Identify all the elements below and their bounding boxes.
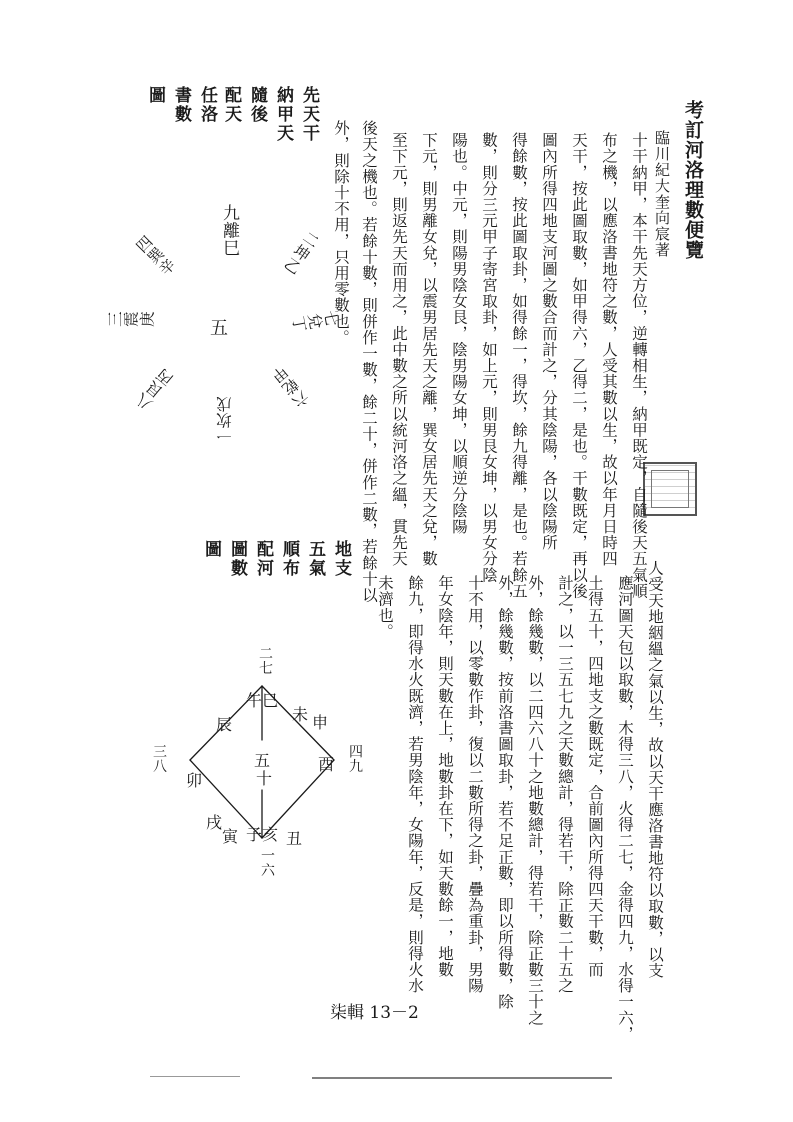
figure2-title-col: 順布 [279, 540, 299, 578]
figure2-label-top-inner: 午巳 [246, 691, 279, 710]
figure2-title-col: 五氣 [305, 540, 325, 578]
figure2-label-bottom-inner: 子亥 [246, 825, 279, 844]
figure1-label-ne: 二坤乙 [279, 227, 323, 278]
figure2-label-left: 三八 [151, 744, 167, 774]
section2-line: 十不用，以零數作卦，復以二數所得之卦，疊為重卦，男陽 [466, 575, 484, 994]
figure1-label-se: 六乾甲 [268, 361, 314, 411]
figure1-title-col: 先天干 [299, 86, 319, 143]
figure2-center-bottom: 十 [256, 769, 273, 788]
figure2-title-col: 配河 [253, 540, 273, 578]
scan-artifact-line [312, 1077, 612, 1079]
section2-line: 餘九，即得水火既濟，若男陰年，女陽年，反是，則得火水 [406, 575, 424, 994]
figure2-title-col: 圖 [201, 540, 221, 559]
section1-line: 陽也。中元，則陽男陰女艮，陰男陽女坤，以順逆分陰陽 [450, 132, 468, 535]
figure1-title-col: 圖 [145, 86, 165, 105]
figure2-label-top: 二七 [257, 646, 273, 676]
section1-line: 得餘數，按此圖取卦，如得餘一，得坎，餘九得離，是也。若餘五 [510, 132, 528, 599]
figure2-corner-w2: 戌 [206, 813, 223, 832]
figure1-label-nw: 四巽辛 [131, 232, 179, 280]
section2-line: 人受天地絪縕之氣以生，故以天干應洛書地符以取數，以支 [646, 560, 664, 979]
figure2-corner-ne: 未 [292, 705, 309, 724]
section2-line: 未濟也。 [376, 575, 394, 640]
figure1-label-sw: 八艮丙 [132, 365, 178, 415]
figure2-label-left-inner: 卯 [186, 771, 203, 790]
figure1-center: 五 [210, 318, 228, 339]
article-title: 考訂河洛理數便覽 [682, 100, 704, 260]
figure1-label-west: 三震庚 [106, 311, 156, 330]
figure2-corner-e2: 申 [312, 713, 329, 732]
section1-line: 至下元，則返先天而用之，此中數之所以統河洛之縕，貫先天 [390, 132, 408, 567]
figure1-title-col: 任洛 [197, 86, 217, 124]
section1-line: 數，則分三元甲子寄宮取卦，如上元，則男艮女坤，以男女分陰 [480, 132, 498, 583]
section1-line: 天干，按此圖取數，如甲得六，乙得二，是也。干數既定，再以後 [570, 132, 588, 599]
section2-line: 外，餘幾數，以二四六八十之地數總計，得若干，除正數三十之 [526, 575, 544, 1026]
figure2-center-top: 五 [254, 751, 271, 770]
figure2-label-bottom: 一六 [259, 848, 275, 878]
section1-line: 圖內所得四地支河圖之數合而計之，分其陰陽，各以陰陽所 [540, 132, 558, 551]
section1-line: 外，則除十不用，只用零數也。 [332, 120, 350, 346]
scan-artifact-line [150, 1076, 240, 1077]
figure2-label-right-inner: 酉 [318, 755, 335, 774]
section1-line: 十干納甲，本干先天方位，逆轉相生，納甲既定，自隨後天五氣順 [630, 132, 648, 599]
figure1-label-south: 一坎戊 [216, 396, 234, 445]
figure2-corner-sw: 寅 [222, 827, 239, 846]
section2-line: 土得五十，四地支之數既定，合前圖內所得四天干數，而 [586, 575, 604, 978]
figure2-title-col: 圖數 [227, 540, 247, 578]
page-number: 柒輯 13－2 [330, 1003, 419, 1023]
section1-line: 下元，則男離女兌，以震男居先天之離，巽女居先天之兌，數 [420, 132, 438, 567]
figure1-label-east: 七兌丁 [289, 307, 341, 334]
section2-line: 應河圖天包以取數，木得三八，火得二七，金得四九，水得一六， [616, 575, 634, 1042]
figure2-corner-nw: 辰 [216, 715, 233, 734]
figure2-title-col: 地支 [331, 540, 351, 578]
figure2-corner-se: 丑 [286, 829, 303, 848]
figure1-title-col: 書數 [171, 86, 191, 124]
section1-line: 布之機，以應洛書地符之數，人受其數以生，故以年月日時四 [600, 132, 618, 567]
section2-line: 計之，以一三五七九之天數總計，得若干，除正數二十五之 [556, 575, 574, 994]
article-author: 臨川紀大奎向宸著 [653, 130, 671, 258]
figure2-label-right: 四九 [347, 744, 363, 774]
section2-line: 外，餘幾數，按前洛書圖取卦，若不足正數，即以所得數，除 [496, 575, 514, 1010]
figure1-label-north: 九離巳 [219, 204, 239, 257]
figure1-title-col: 配天 [221, 86, 241, 124]
figure1-title-col: 隨後 [247, 86, 267, 124]
figure1-title-col: 納甲天 [273, 86, 293, 143]
section2-line: 年女陰年，則天數在上，地數卦在下，如天數餘一，地數 [436, 575, 454, 978]
section1-line: 後天之機也。若餘十數，則併作一數，餘二十，併作二數，若餘十以 [360, 120, 378, 603]
